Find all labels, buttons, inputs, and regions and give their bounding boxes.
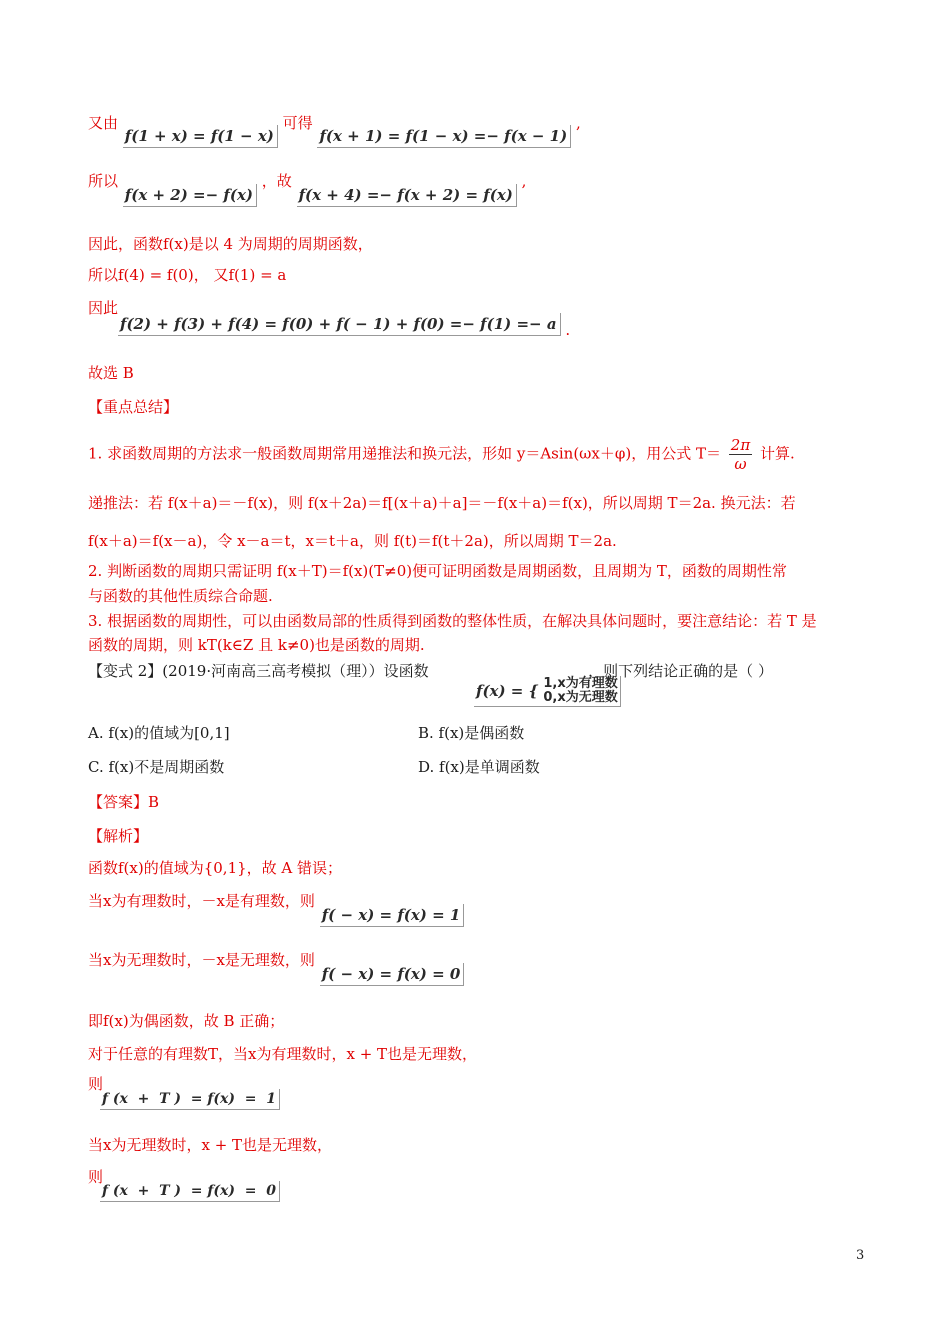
text: 所以f(4) = f(0)， [88, 266, 209, 284]
formula: f (x + T ) = f(x) = 0 [100, 1181, 280, 1202]
analysis-line-4: 即f(x)为偶函数，故 B 正确； [88, 1012, 285, 1030]
line-8 [88, 436, 795, 473]
line-14: 函数的周期，则 kT(k∈Z 且 k≠0)也是函数的周期. [88, 636, 425, 654]
case-2: 0,x为无理数 [543, 690, 618, 705]
text: 计算. [759, 444, 795, 463]
text: , [575, 114, 581, 132]
analysis-heading: 【解析】 [88, 827, 149, 845]
formula: f(1 + x) = f(1 − x) [123, 125, 278, 148]
line-9: 递推法：若 f(x＋a)＝－f(x)，则 f(x＋2a)＝f[(x＋a)＋a]＝－f(x＋a)＝f(x)，所以周期 T＝2a. 换元法：若 [88, 494, 796, 512]
question-header [88, 660, 773, 682]
line-2 [88, 170, 527, 204]
text: 当x为有理数时，－x是有理数，则 [88, 892, 315, 910]
section-key-summary: 【重点总结】 [88, 398, 179, 416]
analysis-line-7: 当x为无理数时，x + T也是无理数， [88, 1136, 333, 1154]
line-1 [88, 112, 581, 145]
option-c: C. f(x)不是周期函数 [88, 758, 225, 776]
analysis-line-6: 则 [88, 1075, 104, 1093]
formula: f(x) = { [476, 682, 539, 700]
line-11: 2. 判断函数的周期只需证明 f(x＋T)＝f(x)(T≠0)便可证明函数是周期函数，且周期为 T，函数的周期性常 [88, 562, 787, 580]
formula: f(2) + f(3) + f(4) = f(0) + f( − 1) + f(0) =− f(1) =− a [118, 313, 561, 336]
analysis-line-1: 函数f(x)的值域为{0,1}，故 A 错误； [88, 859, 343, 877]
text: 又由 [88, 114, 119, 132]
text: 因此 [88, 299, 119, 317]
analysis-line-8: 则 [88, 1168, 104, 1186]
line-5 [88, 297, 571, 342]
piecewise-cases [543, 677, 617, 705]
text: 1. 求函数周期的方法求一般函数周期常用递推法和换元法，形如 y＝Asin(ωx＋φ)，用公式 T＝ [88, 444, 721, 463]
analysis-line-5: 对于任意的有理数T，当x为有理数时，x + T也是无理数， [88, 1045, 478, 1063]
line-6: 故选 B [88, 364, 134, 382]
numerator: 2π [730, 436, 751, 454]
option-b: B. f(x)是偶函数 [418, 724, 525, 742]
line-3: 因此，函数f(x)是以 4 为周期的周期函数， [88, 235, 373, 253]
text: . [565, 321, 571, 339]
formula: f( − x) = f(x) = 1 [320, 904, 465, 927]
formula: f(x + 1) = f(1 − x) =− f(x − 1) [317, 125, 571, 148]
text: 又f(1) = a [213, 266, 287, 284]
answer: 【答案】B [88, 793, 160, 811]
formula: f( − x) = f(x) = 0 [320, 963, 465, 986]
line-4 [88, 264, 286, 286]
text: ，故 [261, 172, 292, 190]
case-1: 1,x为有理数 [543, 676, 618, 691]
option-a: A. f(x)的值域为[0,1] [88, 724, 230, 742]
formula: f(x + 2) =− f(x) [123, 184, 257, 207]
option-d: D. f(x)是单调函数 [418, 758, 540, 776]
text: , [521, 172, 527, 190]
analysis-line-2 [88, 890, 464, 924]
text: 可得 [282, 114, 313, 132]
fraction [729, 436, 752, 473]
text: ，则下列结论正确的是（ ） [588, 662, 773, 680]
denominator: ω [734, 455, 747, 473]
line-13: 3. 根据函数的周期性，可以由函数局部的性质得到函数的整体性质，在解决具体问题时，要注意结论：若 T 是 [88, 612, 817, 630]
line-10: f(x＋a)＝f(x－a)，令 x－a＝t，x＝t＋a，则 f(t)＝f(t＋2a)，所以周期 T＝2a. [88, 532, 617, 550]
text: 当x为无理数时，－x是无理数，则 [88, 951, 315, 969]
analysis-line-3 [88, 949, 464, 983]
text: 所以 [88, 172, 119, 190]
formula: f (x + T ) = f(x) = 1 [100, 1089, 280, 1110]
piecewise-formula [474, 676, 621, 707]
line-12: 与函数的其他性质综合命题. [88, 587, 273, 605]
formula: f(x + 4) =− f(x + 2) = f(x) [297, 184, 517, 207]
text: 【变式 2】(2019·河南高三高考模拟（理））设函数 [88, 662, 429, 680]
page-number: 3 [856, 1248, 865, 1263]
